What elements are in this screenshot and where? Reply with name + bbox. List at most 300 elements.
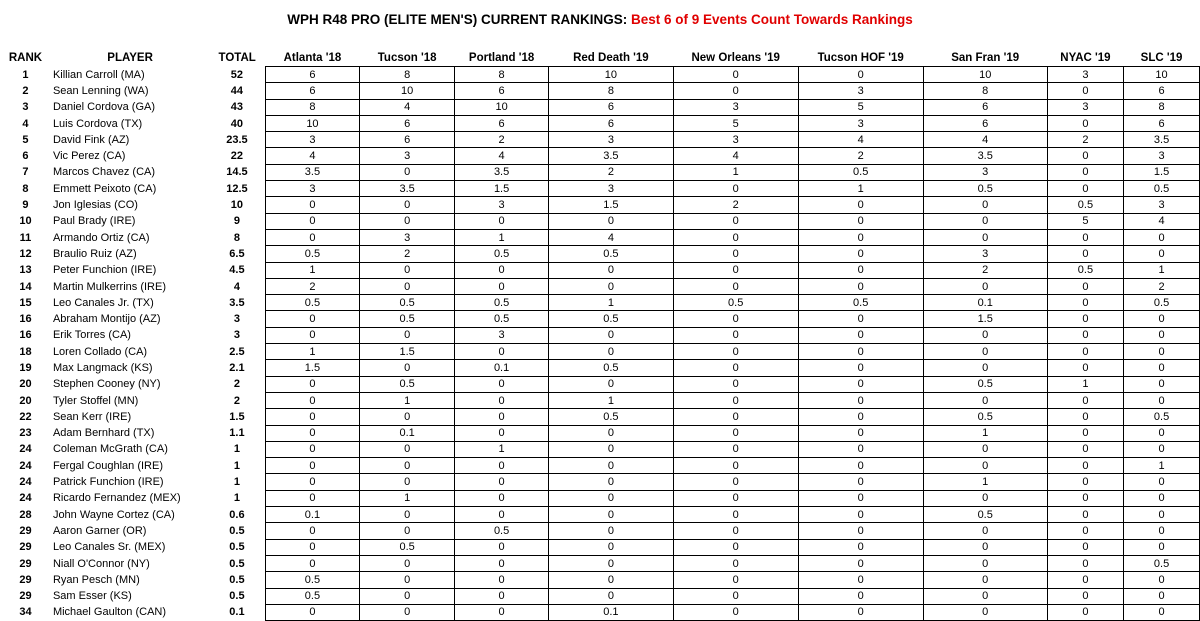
rank-cell: 20 [19, 378, 32, 391]
score-cell: 6 [923, 115, 1047, 131]
score-cell: 0 [360, 213, 455, 229]
table-row [0, 148, 1200, 164]
score-cell: 0 [798, 474, 923, 490]
score-cell: 10 [1124, 67, 1200, 83]
score-cell: 0 [455, 425, 549, 441]
table-row [0, 507, 1200, 523]
score-cell: 10 [265, 115, 360, 131]
score-cell: 0 [549, 441, 673, 457]
rank-cell: 1 [22, 68, 29, 81]
score-cell: 0 [673, 229, 798, 245]
table-row [0, 278, 1200, 294]
table-row [0, 164, 1200, 180]
table-row [0, 392, 1200, 408]
total-cell: 1 [233, 443, 240, 456]
total-cell: 40 [230, 117, 244, 130]
score-cell: 0 [1124, 572, 1200, 588]
score-cell: 1 [673, 164, 798, 180]
score-cell: 0.5 [265, 246, 360, 262]
rank-cell: 3 [22, 101, 29, 114]
score-cell: 0 [1047, 555, 1123, 571]
player-cell: Braulio Ruiz (AZ) [52, 247, 137, 260]
score-cell: 0 [549, 458, 673, 474]
score-cell: 5 [1047, 213, 1123, 229]
score-cell: 0 [923, 490, 1047, 506]
score-cell: 3 [455, 197, 549, 213]
player-cell: Sean Kerr (IRE) [52, 410, 132, 423]
score-cell: 3 [549, 181, 673, 197]
score-cell: 0 [455, 409, 549, 425]
rank-cell: 16 [19, 313, 32, 326]
rank-cell: 18 [19, 345, 32, 358]
score-cell: 0 [1124, 490, 1200, 506]
header-event: Red Death '19 [573, 51, 649, 64]
table-row [0, 327, 1200, 343]
score-cell: 0 [360, 474, 455, 490]
score-cell: 10 [360, 83, 455, 99]
score-cell: 3.5 [1124, 132, 1200, 148]
header-row [0, 49, 1200, 67]
player-cell: Abraham Montijo (AZ) [52, 313, 161, 326]
rank-cell: 8 [22, 182, 29, 195]
total-cell: 0.1 [229, 606, 245, 619]
score-cell: 1.5 [1124, 164, 1200, 180]
score-cell: 0 [265, 392, 360, 408]
score-cell: 0.5 [360, 539, 455, 555]
score-cell: 0 [265, 229, 360, 245]
score-cell: 6 [360, 115, 455, 131]
rankings-body [0, 67, 1200, 621]
score-cell: 0.5 [923, 409, 1047, 425]
table-row [0, 441, 1200, 457]
rank-cell: 29 [19, 557, 32, 570]
score-cell: 2 [923, 262, 1047, 278]
score-cell: 0 [798, 409, 923, 425]
score-cell: 0 [673, 555, 798, 571]
table-row [0, 83, 1200, 99]
score-cell: 0 [360, 327, 455, 343]
score-cell: 8 [549, 83, 673, 99]
score-cell: 3.5 [923, 148, 1047, 164]
score-cell: 0.5 [455, 311, 549, 327]
score-cell: 0 [673, 458, 798, 474]
score-cell: 6 [360, 132, 455, 148]
rank-cell: 13 [19, 264, 32, 277]
score-cell: 0 [1047, 327, 1123, 343]
table-row [0, 344, 1200, 360]
score-cell: 0 [673, 588, 798, 604]
score-cell: 0 [673, 392, 798, 408]
score-cell: 6 [265, 67, 360, 83]
score-cell: 0 [1124, 229, 1200, 245]
player-cell: David Fink (AZ) [52, 133, 130, 146]
player-cell: Michael Gaulton (CAN) [52, 606, 167, 619]
player-cell: John Wayne Cortez (CA) [52, 508, 175, 521]
score-cell: 0 [1124, 474, 1200, 490]
score-cell: 0 [549, 474, 673, 490]
score-cell: 0 [549, 523, 673, 539]
score-cell: 0 [923, 588, 1047, 604]
rank-cell: 2 [22, 84, 29, 97]
score-cell: 1.5 [923, 311, 1047, 327]
table-row [0, 132, 1200, 148]
rank-cell: 14 [19, 280, 32, 293]
score-cell: 0 [455, 604, 549, 620]
header-event: Tucson '18 [377, 51, 437, 64]
score-cell: 0 [1124, 327, 1200, 343]
score-cell: 0 [673, 67, 798, 83]
score-cell: 1.5 [265, 360, 360, 376]
score-cell: 0 [455, 490, 549, 506]
score-cell: 0 [1047, 246, 1123, 262]
score-cell: 0.5 [798, 295, 923, 311]
score-cell: 0.5 [923, 507, 1047, 523]
total-cell: 0.5 [229, 557, 245, 570]
score-cell: 0 [265, 458, 360, 474]
score-cell: 0 [455, 572, 549, 588]
score-cell: 0 [673, 441, 798, 457]
score-cell: 10 [923, 67, 1047, 83]
score-cell: 0 [265, 539, 360, 555]
score-cell: 4 [673, 148, 798, 164]
score-cell: 0.1 [360, 425, 455, 441]
table-row [0, 360, 1200, 376]
total-cell: 44 [230, 84, 244, 97]
rank-cell: 24 [19, 443, 32, 456]
score-cell: 0 [923, 360, 1047, 376]
score-cell: 0.5 [549, 360, 673, 376]
score-cell: 0 [265, 490, 360, 506]
score-cell: 3 [1047, 67, 1123, 83]
header-player: PLAYER [107, 51, 153, 64]
total-cell: 12.5 [226, 182, 248, 195]
score-cell: 0.5 [923, 181, 1047, 197]
score-cell: 0 [798, 392, 923, 408]
score-cell: 0 [673, 278, 798, 294]
table-row [0, 246, 1200, 262]
score-cell: 0 [360, 555, 455, 571]
total-cell: 10 [230, 199, 244, 212]
score-cell: 0 [798, 507, 923, 523]
score-cell: 0 [360, 441, 455, 457]
score-cell: 0 [265, 441, 360, 457]
total-cell: 0.6 [229, 508, 245, 521]
score-cell: 0 [265, 604, 360, 620]
score-cell: 1 [265, 344, 360, 360]
score-cell: 1 [798, 181, 923, 197]
score-cell: 3.5 [549, 148, 673, 164]
score-cell: 0 [549, 344, 673, 360]
rank-cell: 15 [19, 296, 32, 309]
table-row [0, 604, 1200, 620]
score-cell: 0 [1124, 523, 1200, 539]
score-cell: 0 [798, 458, 923, 474]
score-cell: 0 [1124, 311, 1200, 327]
score-cell: 3 [798, 115, 923, 131]
score-cell: 0 [360, 262, 455, 278]
page-title [0, 12, 1200, 27]
score-cell: 0 [455, 507, 549, 523]
score-cell: 3 [1124, 197, 1200, 213]
total-cell: 2.5 [229, 345, 245, 358]
score-cell: 0 [923, 523, 1047, 539]
score-cell: 0 [1047, 392, 1123, 408]
header-event: San Fran '19 [951, 51, 1020, 64]
score-cell: 6 [455, 83, 549, 99]
score-cell: 0 [1047, 588, 1123, 604]
score-cell: 0 [1047, 507, 1123, 523]
header-event: SLC '19 [1140, 51, 1183, 64]
score-cell: 0 [1047, 115, 1123, 131]
score-cell: 8 [265, 99, 360, 115]
score-cell: 1 [923, 425, 1047, 441]
score-cell: 5 [673, 115, 798, 131]
score-cell: 0.5 [1124, 181, 1200, 197]
score-cell: 1 [360, 392, 455, 408]
score-cell: 0 [265, 425, 360, 441]
total-cell: 3 [233, 313, 240, 326]
total-cell: 8 [233, 231, 240, 244]
score-cell: 0 [1047, 344, 1123, 360]
player-cell: Loren Collado (CA) [52, 345, 148, 358]
player-cell: Leo Canales Jr. (TX) [52, 296, 154, 309]
score-cell: 4 [455, 148, 549, 164]
score-cell: 0 [673, 181, 798, 197]
score-cell: 0.5 [360, 295, 455, 311]
score-cell: 3.5 [455, 164, 549, 180]
player-cell: Coleman McGrath (CA) [52, 443, 168, 456]
score-cell: 0 [673, 474, 798, 490]
score-cell: 2 [673, 197, 798, 213]
score-cell: 3.5 [360, 181, 455, 197]
total-cell: 0.5 [229, 573, 245, 586]
score-cell: 2 [265, 278, 360, 294]
player-cell: Armando Ortiz (CA) [52, 231, 150, 244]
score-cell: 6 [1124, 83, 1200, 99]
rank-cell: 11 [19, 231, 32, 244]
player-cell: Sean Lenning (WA) [52, 84, 149, 97]
player-cell: Marcos Chavez (CA) [52, 166, 156, 179]
score-cell: 1 [1124, 262, 1200, 278]
score-cell: 0 [1124, 539, 1200, 555]
rank-cell: 24 [19, 459, 32, 472]
total-cell: 3.5 [229, 296, 245, 309]
total-cell: 43 [230, 101, 244, 114]
score-cell: 0 [673, 425, 798, 441]
score-cell: 0 [265, 197, 360, 213]
score-cell: 0 [673, 83, 798, 99]
score-cell: 0.5 [1124, 555, 1200, 571]
score-cell: 0 [673, 490, 798, 506]
total-cell: 4 [233, 280, 240, 293]
score-cell: 0 [1047, 229, 1123, 245]
score-cell: 3 [265, 181, 360, 197]
score-cell: 3 [549, 132, 673, 148]
score-cell: 0 [549, 425, 673, 441]
rank-cell: 22 [19, 410, 32, 423]
player-cell: Patrick Funchion (IRE) [52, 476, 164, 489]
score-cell: 0 [673, 507, 798, 523]
table-row [0, 474, 1200, 490]
header-event: Portland '18 [468, 51, 535, 64]
score-cell: 2 [549, 164, 673, 180]
score-cell: 0 [798, 327, 923, 343]
rank-cell: 12 [19, 247, 32, 260]
score-cell: 0 [673, 213, 798, 229]
score-cell: 0 [455, 344, 549, 360]
score-cell: 0 [1124, 360, 1200, 376]
total-cell: 52 [230, 68, 244, 81]
score-cell: 0.5 [455, 295, 549, 311]
score-cell: 0.5 [360, 376, 455, 392]
score-cell: 0.5 [549, 246, 673, 262]
score-cell: 0 [923, 327, 1047, 343]
table-row [0, 458, 1200, 474]
score-cell: 0 [1124, 376, 1200, 392]
score-cell: 0 [673, 360, 798, 376]
player-cell: Paul Brady (IRE) [52, 215, 136, 228]
score-cell: 0 [1124, 392, 1200, 408]
player-cell: Sam Esser (KS) [52, 590, 132, 603]
score-cell: 3 [923, 164, 1047, 180]
header-event: Atlanta '18 [283, 51, 342, 64]
score-cell: 0 [1047, 409, 1123, 425]
score-cell: 1.5 [549, 197, 673, 213]
score-cell: 2 [1124, 278, 1200, 294]
score-cell: 1 [1047, 376, 1123, 392]
player-cell: Aaron Garner (OR) [52, 524, 147, 537]
score-cell: 3 [1124, 148, 1200, 164]
player-cell: Adam Bernhard (TX) [52, 427, 155, 440]
score-cell: 1 [360, 490, 455, 506]
score-cell: 8 [455, 67, 549, 83]
score-cell: 0 [798, 344, 923, 360]
score-cell: 0 [1124, 344, 1200, 360]
score-cell: 1.5 [360, 344, 455, 360]
total-cell: 9 [233, 215, 240, 228]
score-cell: 0 [798, 311, 923, 327]
total-cell: 1 [233, 476, 240, 489]
score-cell: 0 [798, 229, 923, 245]
score-cell: 0 [1047, 311, 1123, 327]
score-cell: 0 [798, 67, 923, 83]
score-cell: 0 [1047, 425, 1123, 441]
total-cell: 0.5 [229, 524, 245, 537]
rank-cell: 29 [19, 573, 32, 586]
score-cell: 1 [549, 392, 673, 408]
score-cell: 3 [360, 229, 455, 245]
table-row [0, 67, 1200, 83]
total-cell: 1 [233, 492, 240, 505]
score-cell: 0 [798, 278, 923, 294]
score-cell: 0.5 [923, 376, 1047, 392]
score-cell: 6 [265, 83, 360, 99]
score-cell: 0 [265, 311, 360, 327]
score-cell: 0 [1124, 425, 1200, 441]
table-row [0, 425, 1200, 441]
score-cell: 0 [798, 539, 923, 555]
rank-cell: 7 [22, 166, 29, 179]
score-cell: 0 [360, 164, 455, 180]
total-cell: 1.1 [229, 427, 245, 440]
score-cell: 1 [455, 229, 549, 245]
score-cell: 6 [923, 99, 1047, 115]
score-cell: 0 [455, 392, 549, 408]
score-cell: 0 [265, 327, 360, 343]
player-cell: Niall O'Connor (NY) [52, 557, 150, 570]
header-rank: RANK [8, 51, 43, 64]
player-cell: Erik Torres (CA) [52, 329, 131, 342]
score-cell: 0 [923, 344, 1047, 360]
score-cell: 0 [1047, 83, 1123, 99]
score-cell: 0 [360, 409, 455, 425]
score-cell: 0 [798, 262, 923, 278]
total-cell: 2 [233, 378, 240, 391]
score-cell: 3 [455, 327, 549, 343]
score-cell: 0 [798, 360, 923, 376]
score-cell: 3 [1047, 99, 1123, 115]
score-cell: 0 [923, 213, 1047, 229]
score-cell: 0 [455, 588, 549, 604]
score-cell: 0.5 [455, 246, 549, 262]
score-cell: 0 [1047, 148, 1123, 164]
score-cell: 0 [1124, 604, 1200, 620]
rank-cell: 6 [22, 150, 29, 163]
table-row [0, 295, 1200, 311]
total-cell: 3 [233, 329, 240, 342]
score-cell: 0 [673, 262, 798, 278]
rankings-table [0, 49, 1200, 621]
score-cell: 0 [549, 262, 673, 278]
score-cell: 0.1 [265, 507, 360, 523]
score-cell: 1 [265, 262, 360, 278]
score-cell: 0 [549, 507, 673, 523]
score-cell: 0 [673, 246, 798, 262]
score-cell: 0 [1047, 181, 1123, 197]
score-cell: 0 [1047, 474, 1123, 490]
score-cell: 0 [455, 458, 549, 474]
score-cell: 0.5 [265, 572, 360, 588]
score-cell: 0 [549, 490, 673, 506]
score-cell: 10 [549, 67, 673, 83]
score-cell: 0 [360, 360, 455, 376]
score-cell: 0 [673, 409, 798, 425]
table-row [0, 115, 1200, 131]
score-cell: 0 [923, 441, 1047, 457]
table-row [0, 311, 1200, 327]
score-cell: 5 [798, 99, 923, 115]
score-cell: 0 [923, 278, 1047, 294]
rank-cell: 5 [22, 133, 29, 146]
score-cell: 0 [549, 278, 673, 294]
total-cell: 1 [233, 459, 240, 472]
score-cell: 0 [1047, 604, 1123, 620]
table-row [0, 490, 1200, 506]
score-cell: 0 [923, 539, 1047, 555]
score-cell: 6 [549, 99, 673, 115]
score-cell: 0 [1124, 588, 1200, 604]
player-cell: Emmett Peixoto (CA) [52, 182, 157, 195]
score-cell: 0 [549, 588, 673, 604]
player-cell: Ricardo Fernandez (MEX) [52, 492, 181, 505]
title-highlight: Best 6 of 9 Events Count Towards Rankings [630, 12, 913, 27]
table-row [0, 262, 1200, 278]
player-cell: Luis Cordova (TX) [52, 117, 143, 130]
score-cell: 8 [1124, 99, 1200, 115]
player-cell: Fergal Coughlan (IRE) [52, 459, 163, 472]
score-cell: 3 [673, 132, 798, 148]
score-cell: 0.5 [1047, 197, 1123, 213]
